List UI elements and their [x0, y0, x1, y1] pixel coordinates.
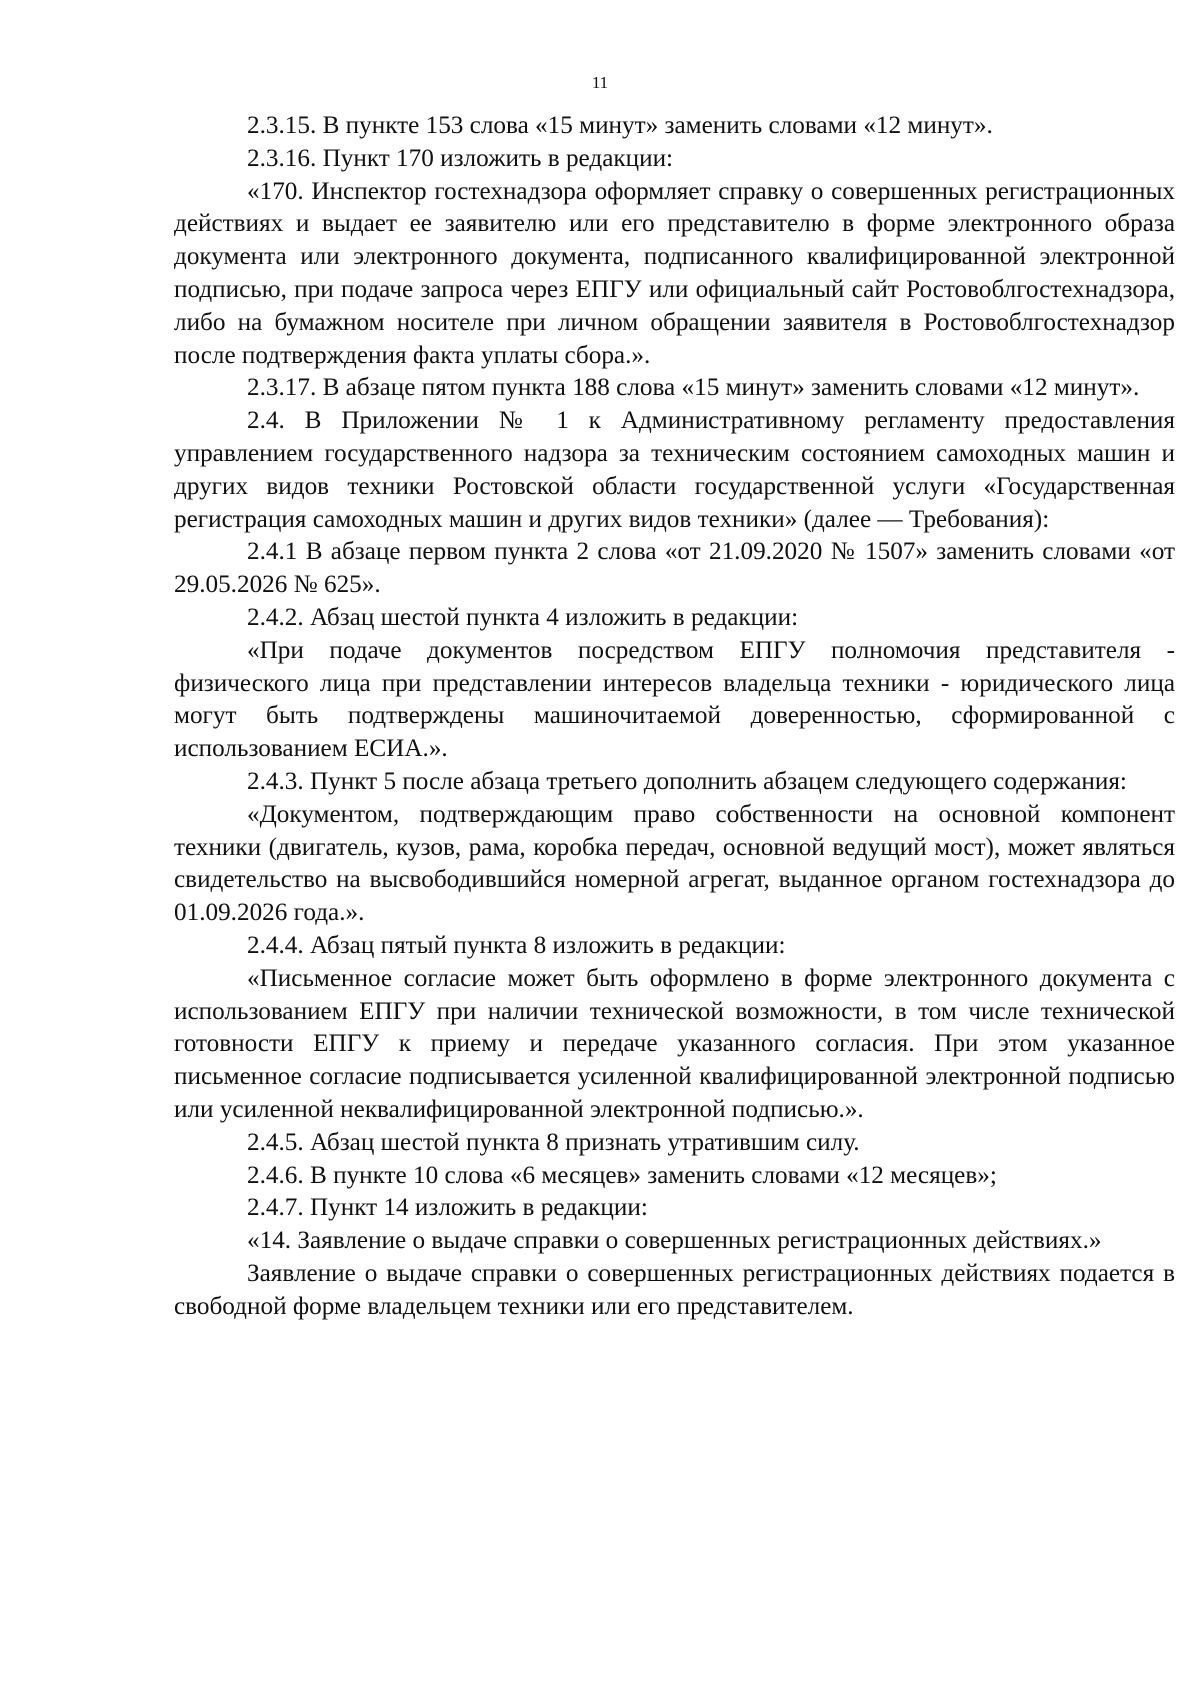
page-number: 11 [591, 73, 609, 92]
paragraph-2-4-1: 2.4.1 В абзаце первом пункта 2 слова «от 21.09.2020 № 1507» заменить словами «от 29.05.2026 № 625». [174, 538, 1175, 599]
paragraph-2-3-16: 2.3.16. Пункт 170 изложить в редакции: [247, 144, 674, 172]
paragraph-2-4-6: 2.4.6. В пункте 10 слова «6 месяцев» заменить словами «12 месяцев»; [247, 1161, 997, 1189]
paragraph-2-4: 2.4. В Приложении № 1 к Административному регламенту предоставления управлением государственного надзора за техническим состоянием самоходных машин и других видов техники Ростовской области государственной услуги «Государственная регистрация самоходных машин и других видов техники» (далее — Требования): [174, 407, 1175, 533]
quote-item-170: «170. Инспектор гостехнадзора оформляет справку о совершенных регистрационных действиях и выдает ее заявителю или его представителю в форме электронного образа документа или электронного документа, подписанного квалифицированной электронной подписью, при подаче запроса через ЕПГУ или официальный сайт Ростовоблгостехнадзора, либо на бумажном носителе при личном обращении заявителя в Ростовоблгостехнадзор после подтверждения факта уплаты сбора.». [174, 177, 1175, 369]
paragraph-2-4-5: 2.4.5. Абзац шестой пункта 8 признать утратившим силу. [247, 1128, 860, 1156]
paragraph-2-4-4: 2.4.4. Абзац пятый пункта 8 изложить в редакции: [247, 931, 786, 959]
quote-representative: «При подаче документов посредством ЕПГУ полномочия представителя - физического лица при представлении интересов владельца техники - юридического лица могут быть подтверждены машиночитаемой доверенностью, сформированной с использованием ЕСИА.». [174, 636, 1175, 763]
paragraph-application-form: Заявление о выдаче справки о совершенных регистрационных действиях подается в свободной форме владельцем техники или его представителем. [174, 1259, 1175, 1320]
paragraph-2-4-7: 2.4.7. Пункт 14 изложить в редакции: [247, 1194, 648, 1222]
paragraph-2-3-15: 2.3.15. В пункте 153 слова «15 минут» заменить словами «12 минут». [247, 112, 993, 139]
quote-item-14: «14. Заявление о выдаче справки о совершенных регистрационных действиях.» [247, 1227, 1102, 1255]
quote-ownership-document: «Документом, подтверждающим право собственности на основной компонент техники (двигатель, кузов, рама, коробка передач, основной ведущий мост), может являться свидетельство на высвободившийся номерной агрегат, выданное органом гостехнадзора до 01.09.2026 года.». [174, 800, 1175, 927]
paragraph-2-4-3: 2.4.3. Пункт 5 после абзаца третьего дополнить абзацем следующего содержания: [247, 767, 1127, 795]
document-body [174, 110, 1175, 1323]
quote-written-consent: «Письменное согласие может быть оформлено в форме электронного документа с использованием ЕПГУ при наличии технической возможности, в том числе технической готовности ЕПГУ к приему и передаче указанного согласия. При этом указанное письменное согласие подписывается усиленной квалифицированной электронной подписью или усиленной неквалифицированной электронной подписью.». [174, 964, 1175, 1123]
paragraph-2-3-17: 2.3.17. В абзаце пятом пункта 188 слова «15 минут» заменить словами «12 минут». [247, 374, 1140, 402]
paragraph-2-4-2: 2.4.2. Абзац шестой пункта 4 изложить в редакции: [247, 603, 799, 631]
